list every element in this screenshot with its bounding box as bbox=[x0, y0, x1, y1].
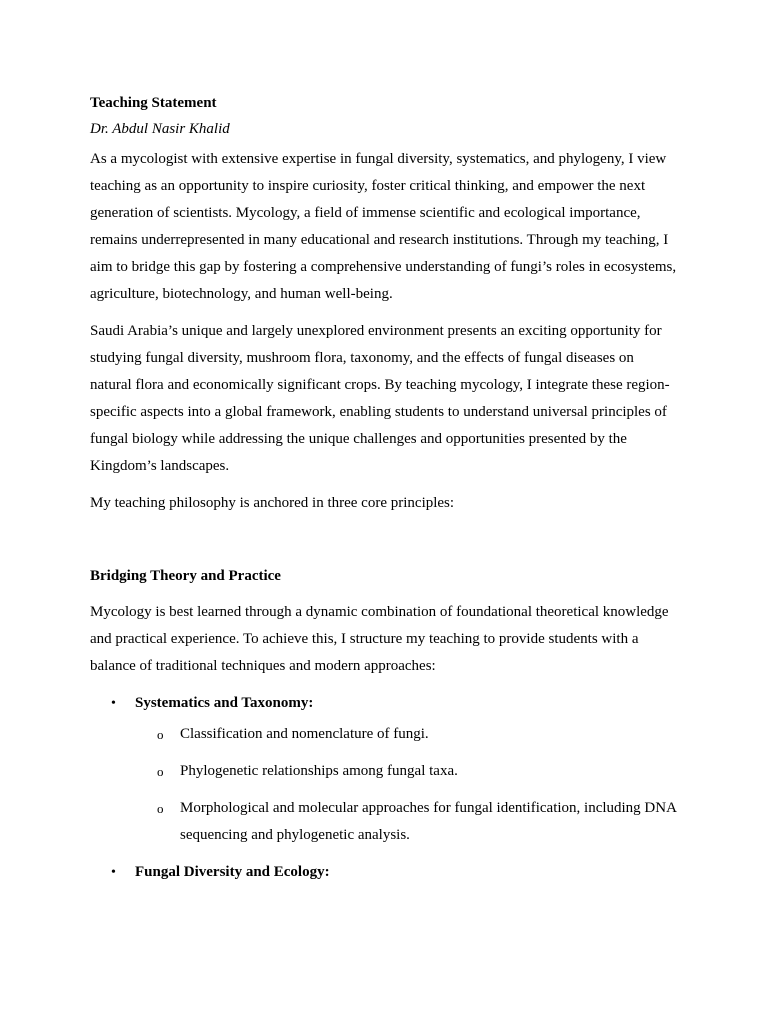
sub-bullet-text: Phylogenetic relationships among fungal taxa. bbox=[180, 763, 458, 779]
section-heading: Bridging Theory and Practice bbox=[90, 568, 281, 584]
document-title: Teaching Statement bbox=[90, 95, 217, 111]
bullet-item-diversity bbox=[90, 859, 678, 886]
document-author: Dr. Abdul Nasir Khalid bbox=[90, 121, 230, 137]
bullet-icon: • bbox=[111, 696, 116, 711]
sub-bullet-text: Morphological and molecular approaches for fungal identification, including DNA sequencing and phylogenetic analysis. bbox=[180, 800, 677, 843]
sub-bullet-item bbox=[135, 758, 678, 785]
paragraph-philosophy: My teaching philosophy is anchored in three core principles: bbox=[90, 495, 455, 511]
sub-bullet-icon: o bbox=[157, 764, 164, 779]
sub-bullet-item bbox=[135, 795, 678, 849]
bullet-icon: • bbox=[111, 865, 116, 880]
bullet-item-systematics bbox=[90, 690, 678, 849]
sub-bullet-item bbox=[135, 721, 678, 748]
bullet-label: Systematics and Taxonomy: bbox=[135, 695, 314, 711]
section-intro: Mycology is best learned through a dynamic combination of foundational theoretical knowledge and practical experience. To achieve this, I structure my teaching to provide students with a balance of traditional techniques and modern approaches: bbox=[90, 604, 669, 674]
bullet-list bbox=[90, 690, 678, 886]
bullet-label: Fungal Diversity and Ecology: bbox=[135, 864, 330, 880]
paragraph-intro: As a mycologist with extensive expertise in fungal diversity, systematics, and phylogeny, I view teaching as an opportunity to inspire curiosity, foster critical thinking, and empower the next generation of scientists. Mycology, a field of immense scientific and ecological importance, remains underrepresented in many educational and research institutions. Through my teaching, I aim to bridge this gap by fostering a comprehensive understanding of fungi’s roles in ecosystems, agriculture, biotechnology, and human well-being. bbox=[90, 151, 677, 302]
sub-bullet-icon: o bbox=[157, 727, 164, 742]
sub-bullet-icon: o bbox=[157, 801, 164, 816]
sub-bullet-list bbox=[135, 721, 678, 849]
document-page bbox=[90, 90, 678, 896]
paragraph-saudi-arabia: Saudi Arabia’s unique and largely unexplored environment presents an exciting opportunity for studying fungal diversity, mushroom flora, taxonomy, and the effects of fungal diseases on natural flora and economically significant crops. By teaching mycology, I integrate these region-specific aspects into a global framework, enabling students to understand universal principles of fungal biology while addressing the unique challenges and opportunities presented by the Kingdom’s landscapes. bbox=[90, 323, 670, 474]
sub-bullet-text: Classification and nomenclature of fungi. bbox=[180, 726, 429, 742]
